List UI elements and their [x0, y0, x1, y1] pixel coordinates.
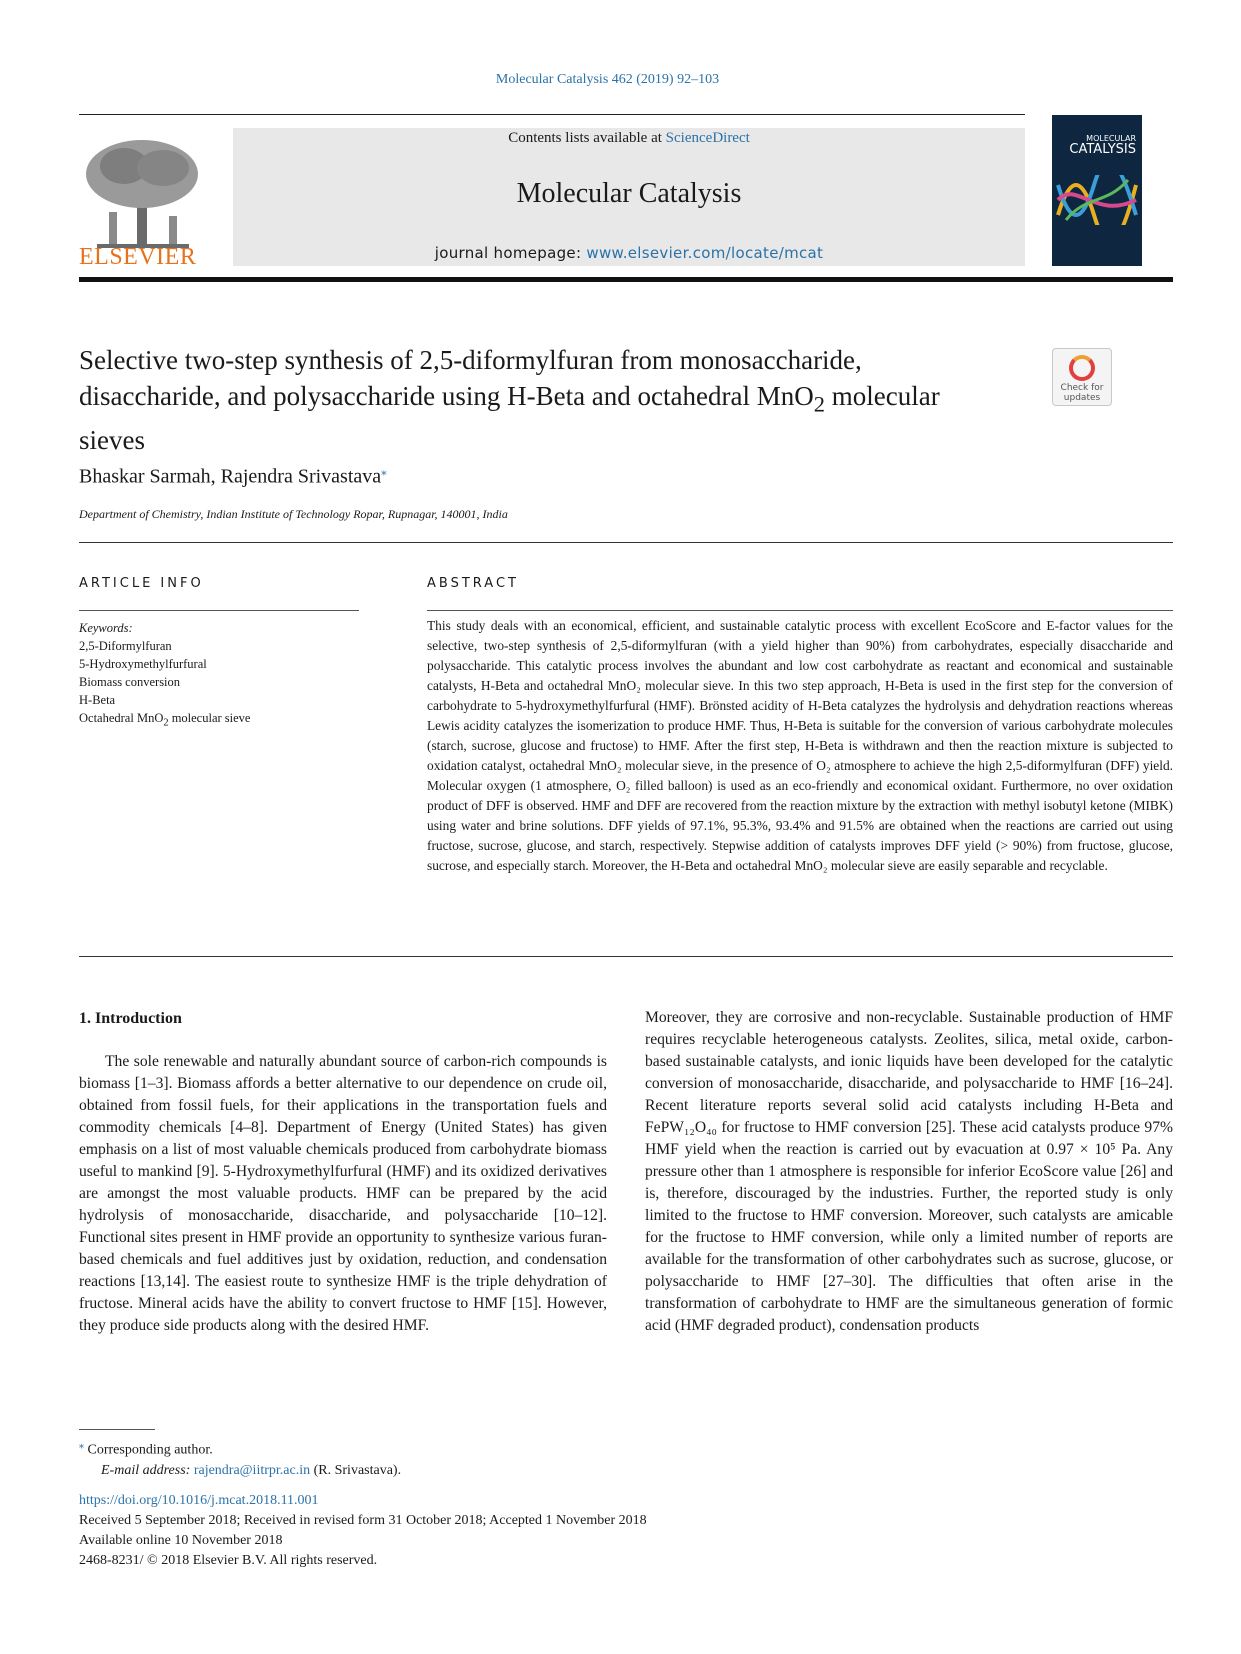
contents-prefix: Contents lists available at [508, 130, 666, 146]
introduction-paragraph: The sole renewable and naturally abundant source of carbon-rich compounds is biomass [1–3]. Biomass affords a better alternative to our dependence on crude oil, obtained from fossil fuels, for their applications in the transportation fuels and commodity chemicals [4–8]. Department of Energy (United States) has given emphasis on a list of most valuable chemicals produced from carbohydrate biomass useful to mankind [9]. 5-Hydroxymethylfurfural (HMF) and its oxidized derivatives are amongst the most valuable products. HMF can be prepared by the acid hydrolysis of monosaccharide, disaccharide, and polysaccharide [10–12]. Functional sites present in HMF provide an opportunity to synthesize various furan-based chemicals and fuel additives just by oxidation, reduction, and condensation reactions [13,14]. The easiest route to synthesize HMF is the triple dehydration of fructose. Mineral acids have the ability to convert fructose to HMF [15]. However, they produce side products along with the desired HMF. [79, 1053, 607, 1334]
publication-info [79, 1491, 647, 1571]
cover-title-big: CATALYSIS [1069, 142, 1136, 157]
homepage-link[interactable]: www.elsevier.com/locate/mcat [586, 244, 824, 262]
article-info-divider [79, 610, 359, 611]
footnote-text: Corresponding author. [84, 1442, 213, 1458]
article-title-subscript: 2 [813, 391, 825, 417]
introduction-right-column: Moreover, they are corrosive and non-recyclable. Sustainable production of HMF requires recyclable heterogeneous catalysts. Zeolites, silica, metal oxide, carbon-based sustainable catalysts, and ionic liquids have been developed for the catalytic conversion of monosaccharide, disaccharide, and polysaccharide to HMF [16–24]. Recent literature reports several solid acid catalysts including H-Beta and FePW₁₂O₄₀ for fructose to HMF conversion [25]. These acid catalysts produce 97% HMF yield when the reaction is carried out by evacuation at 0.97 × 10⁵ Pa. Any pressure other than 1 atmosphere is responsible for inferior EcoScore value [26] and is, therefore, discouraged by the industries. Further, the reported study is only limited to the fructose to HMF conversion. Moreover, such catalysts are amicable for the fructose to HMF conversion, while only a limited number of reports are available for the transformation of other carbohydrates such as sucrose, glucose, or polysaccharide to HMF [27–30]. The difficulties that often arise in the transformation of carbohydrate to HMF are the simultaneous generation of formic acid (HMF degraded product), condensation products [645, 1009, 1173, 1334]
journal-reference-link[interactable]: Molecular Catalysis 462 (2019) 92–103 [495, 72, 720, 87]
divider-before-info [79, 542, 1173, 543]
article-title-end: molecular sieves [79, 381, 940, 456]
journal-header-box [233, 128, 1025, 266]
keyword-item-end: molecular sieve [168, 711, 251, 725]
check-for-updates-badge[interactable] [1052, 348, 1112, 406]
keyword-item [79, 709, 250, 733]
email-label: E-mail address: [101, 1462, 194, 1478]
journal-reference [0, 72, 1241, 88]
homepage-line [233, 244, 1025, 262]
keywords-label: Keywords: [79, 621, 133, 635]
article-title [79, 342, 1009, 458]
journal-cover[interactable] [1052, 115, 1142, 266]
introduction-heading: 1. Introduction [79, 1010, 182, 1027]
footnote-star: ⁎ [79, 1440, 84, 1451]
keyword-item: H-Beta [79, 693, 116, 707]
abstract-heading: ABSTRACT [427, 576, 519, 591]
affiliation: Department of Chemistry, Indian Institute of Technology Ropar, Rupnagar, 140001, India [79, 507, 508, 521]
corresponding-author-mark[interactable]: ⁎ [381, 466, 387, 478]
article-title-text: Selective two-step synthesis of 2,5-diformylfuran from monosaccharide, disaccharide, and polysaccharide using H-Beta and octahedral MnO [79, 345, 862, 411]
email-link[interactable]: rajendra@iitrpr.ac.in [193, 1462, 311, 1478]
author-names: Bhaskar Sarmah, Rajendra Srivastava [79, 465, 382, 488]
keyword-item-subscript: 2 [163, 717, 169, 729]
cover-artwork [1056, 175, 1138, 225]
history-line: Received 5 September 2018; Received in revised form 31 October 2018; Accepted 1 November 2018 [79, 1513, 647, 1528]
divider-after-abstract [79, 956, 1173, 957]
authors [79, 465, 387, 489]
keyword-item-text: Octahedral MnO [79, 711, 164, 725]
keyword-item: 5-Hydroxymethylfurfural [79, 657, 207, 671]
check-updates-label: Check for updates [1060, 383, 1104, 403]
cover-title [1069, 135, 1136, 156]
journal-name: Molecular Catalysis [516, 178, 742, 209]
footnote [79, 1436, 401, 1481]
top-divider [79, 114, 1025, 115]
sciencedirect-link[interactable]: ScienceDirect [665, 130, 750, 146]
keyword-item: Biomass conversion [79, 675, 181, 689]
doi-link[interactable]: https://doi.org/10.1016/j.mcat.2018.11.001 [79, 1493, 319, 1508]
online-date: Available online 10 November 2018 [79, 1533, 283, 1548]
abstract-text: This study deals with an economical, efficient, and sustainable catalytic process with excellent EcoScore and E-factor values for the selective, two-step synthesis of 2,5-diformylfuran (with a yield higher than 90%) from carbohydrates, especially disaccharide and polysaccharide. This catalytic process involves the abundant and low cost carbohydrate as reactant and economical and sustainable catalysts, H-Beta and octahedral MnO₂ molecular sieve. In this two step approach, H-Beta is used in the first step for the conversion of carbohydrate to 5-hydroxymethylfurfural (HMF). Brönsted acidity of H-Beta catalyzes the hydrolysis and dehydration reactions whereas Lewis acidity catalyzes the isomerization to produce HMF. Thus, H-Beta is suitable for the conversion of various carbohydrate molecules (starch, sucrose, glucose and fructose) to HMF. After the first step, H-Beta is withdrawn and then the reaction mixture is subjected to oxidation catalyst, octahedral MnO₂ molecular sieve, in the presence of O₂ atmosphere to achieve the high 2,5-diformylfuran (DFF) yield. Molecular oxygen (1 atmosphere, O₂ filled balloon) is used as an eco-friendly and economical oxidant. Furthermore, no over oxidation product of DFF is observed. HMF and DFF are recovered from the reaction mixture by the extraction with methyl isobutyl ketone (MIBK) using water and brine solutions. DFF yields of 97.1%, 95.3%, 93.4% and 91.5% are obtained when the reactions are carried out using fructose, sucrose, glucose, and starch, respectively. Stepwise addition of catalysts improves DFF yield (> 90%) from fructose, glucose, sucrose, and especially starch. Moreover, the H-Beta and octahedral MnO₂ molecular sieve are easily separable and recyclable. [427, 618, 1173, 873]
homepage-prefix: journal homepage: [434, 244, 587, 262]
header-thick-divider [79, 277, 1173, 282]
copyright-line: 2468-8231/ © 2018 Elsevier B.V. All rights reserved. [79, 1553, 378, 1568]
abstract-divider [427, 610, 1173, 611]
introduction-left-column [79, 1051, 607, 1337]
corresponding-author-note [79, 1436, 401, 1461]
keyword-item: 2,5-Diformylfuran [79, 639, 172, 653]
cover-title-small: MOLECULAR [1086, 134, 1136, 143]
email-owner: (R. Srivastava). [310, 1462, 402, 1478]
contents-line [233, 128, 1025, 148]
check-updates-icon [1069, 355, 1095, 381]
email-line [79, 1461, 401, 1481]
footnote-divider [79, 1429, 155, 1430]
article-info-heading: ARTICLE INFO [79, 576, 204, 591]
keywords-list [79, 619, 250, 733]
elsevier-wordmark: ELSEVIER [79, 244, 197, 270]
